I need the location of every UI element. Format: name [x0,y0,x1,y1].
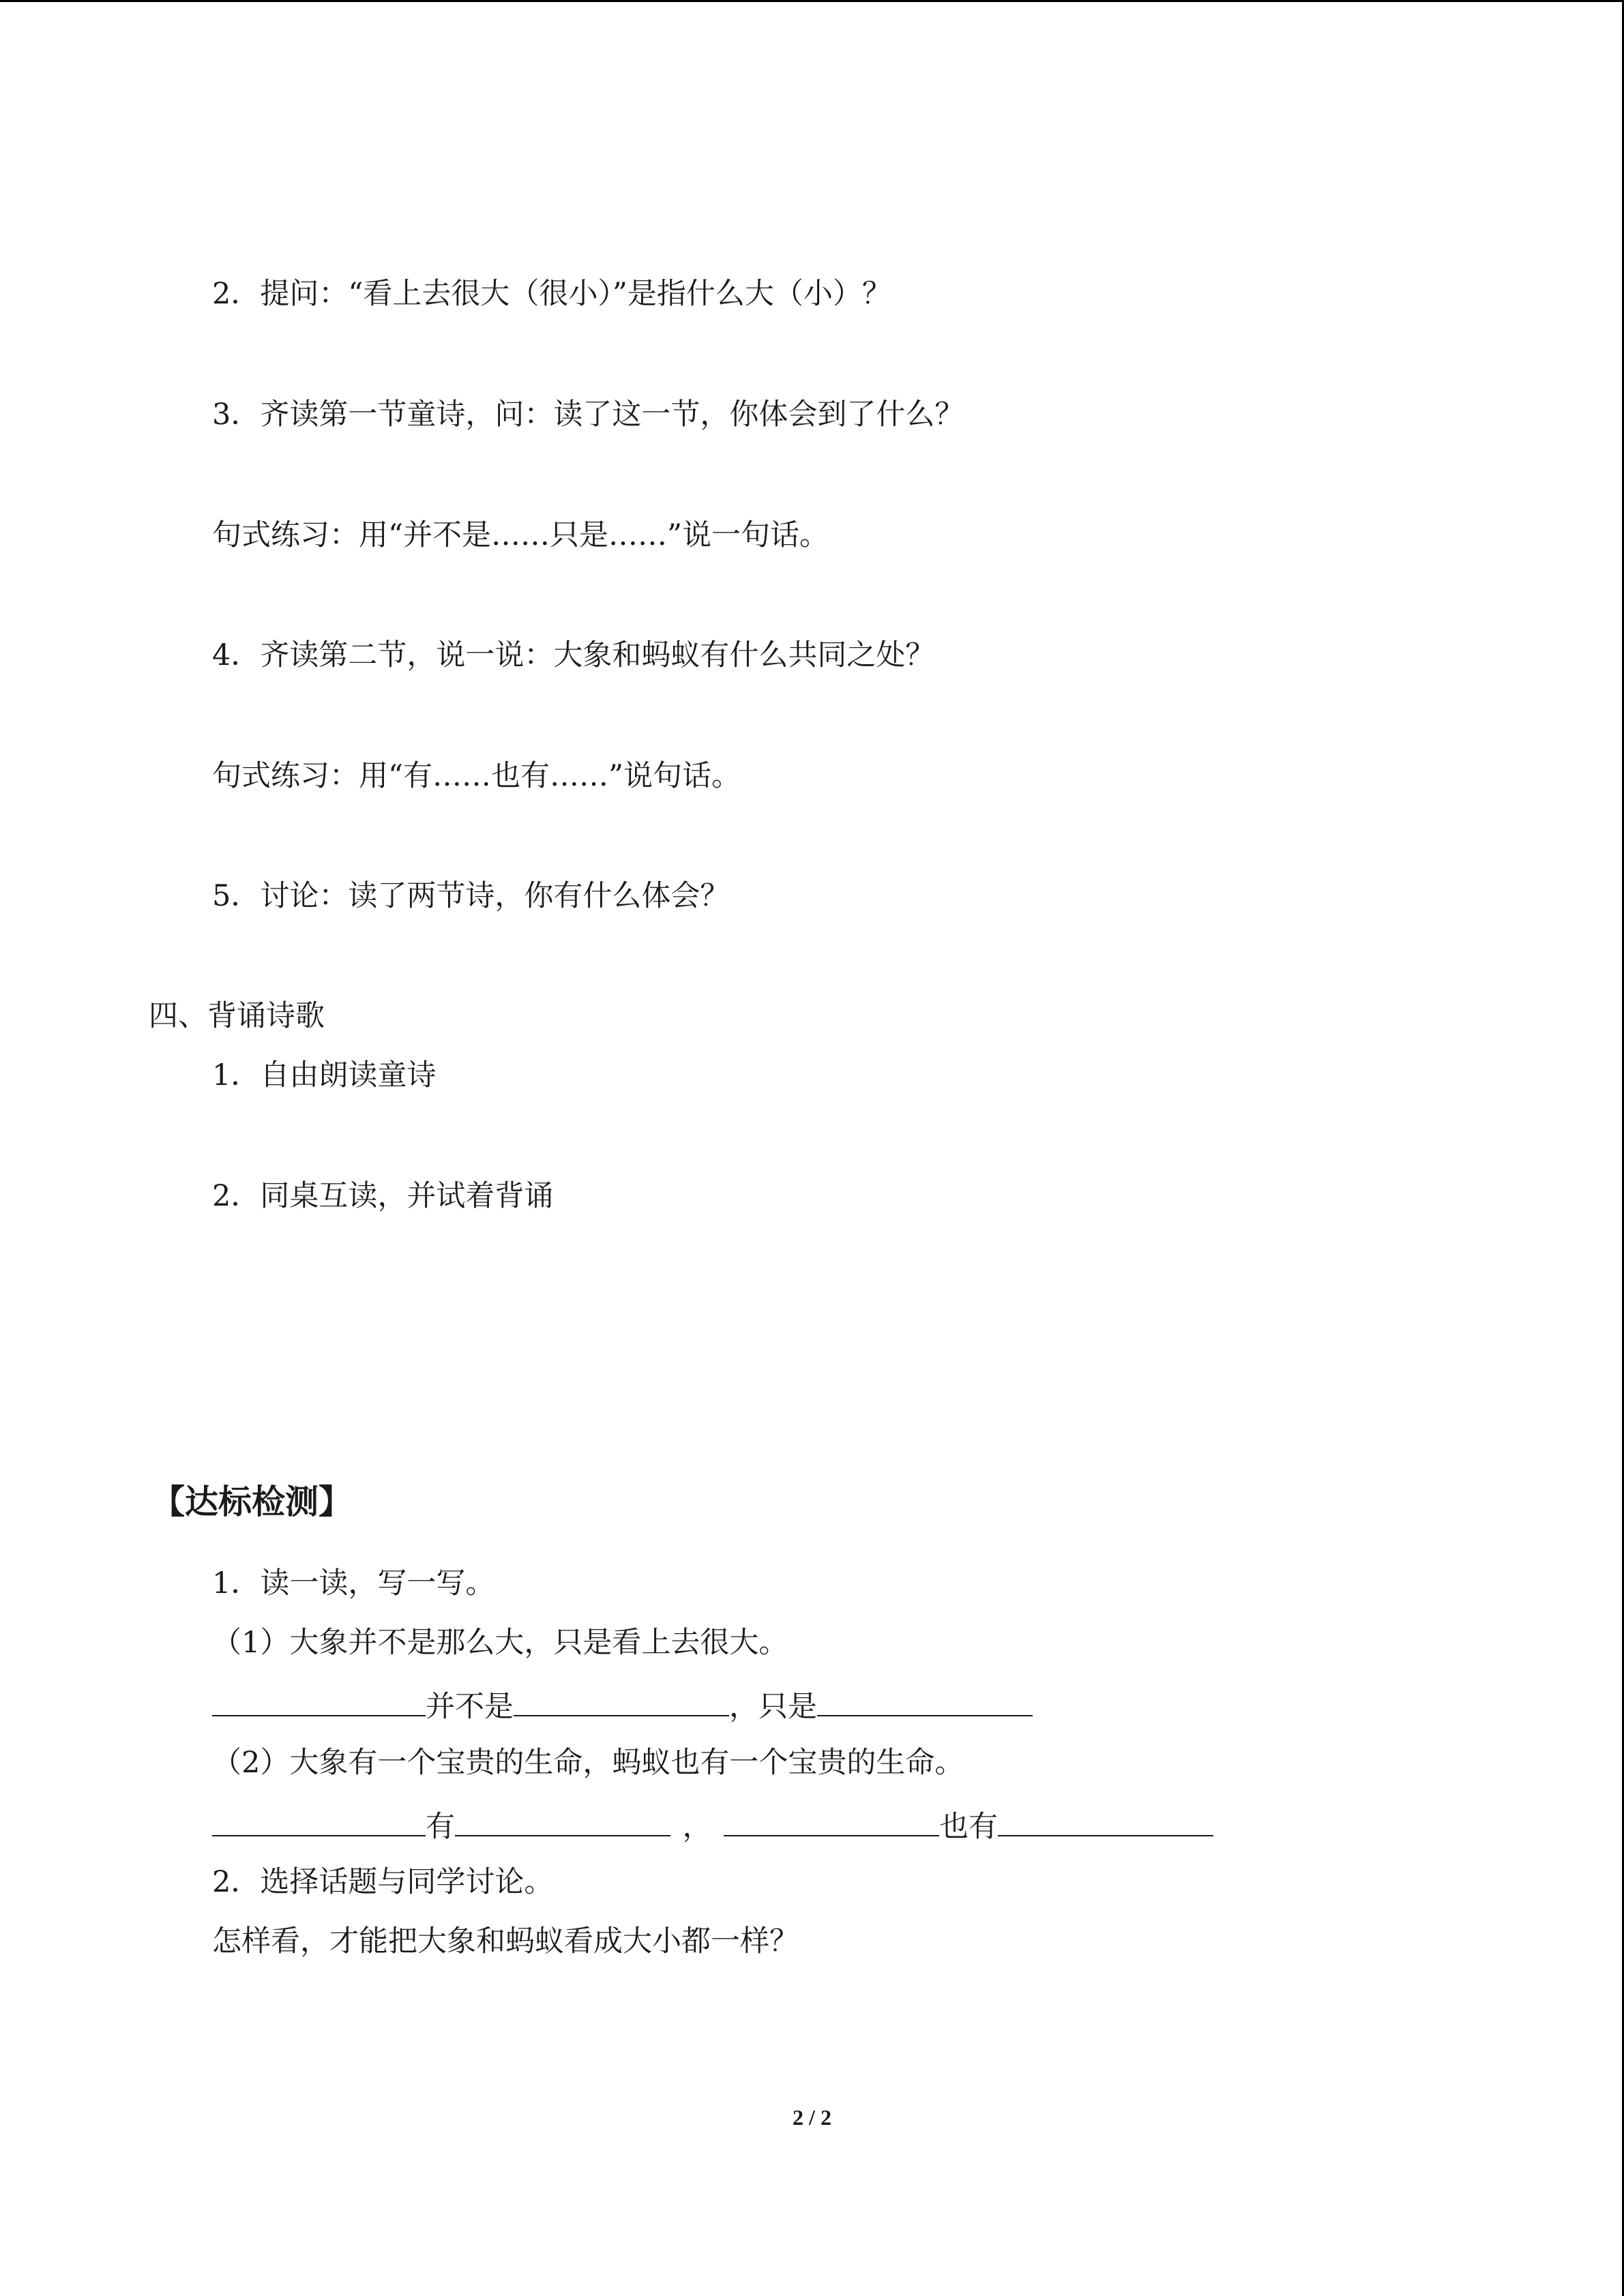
lesson-question-3: 3．齐读第一节童诗，问：读了这一节，你体会到了什么？ [212,398,964,432]
fill-in-line-2 [212,1808,1213,1842]
fill-blank[interactable] [817,1688,1033,1716]
fill-blank[interactable] [724,1808,939,1836]
discussion-topic: 怎样看，才能把大象和蚂蚁看成大小都一样？ [212,1924,799,1958]
fill-blank[interactable] [455,1808,670,1836]
fill-blank[interactable] [998,1808,1213,1836]
lesson-question-5: 5．讨论：读了两节诗，你有什么体会？ [212,879,730,913]
lesson-question-4: 4．齐读第二节，说一说：大象和蚂蚁有什么共同之处？ [212,638,935,672]
test-question-1: 1．读一读，写一写。 [212,1566,495,1600]
exercise-2-sentence: （2）大象有一个宝贵的生命，蚂蚁也有一个宝贵的生命。 [212,1746,964,1780]
fill-word: ，只是 [729,1690,817,1724]
lesson-question-2: 2．提问：“看上去很大（很小）”是指什么大（小）？ [212,277,891,311]
fill-blank[interactable] [212,1808,426,1836]
fill-blank[interactable] [212,1688,426,1716]
test-heading: 【达标检测】 [151,1482,353,1521]
test-question-2: 2．选择话题与同学讨论。 [212,1865,554,1899]
fill-word: 并不是 [426,1690,514,1724]
fill-word: 也有 [939,1810,998,1844]
section-4-item-1: 1．自由朗读童诗 [212,1058,437,1092]
exercise-1-sentence: （1）大象并不是那么大，只是看上去很大。 [212,1626,788,1660]
fill-in-line-1 [212,1688,1033,1722]
fill-blank[interactable] [514,1688,729,1716]
sentence-pattern-2: 句式练习：用“有……也有……”说句话。 [212,759,741,793]
page-number: 2 / 2 [793,2105,831,2130]
section-4-title: 四、背诵诗歌 [149,999,325,1033]
sentence-pattern-1: 句式练习：用“并不是……只是……”说一句话。 [212,518,829,552]
section-4-item-2: 2．同桌互读，并试着背诵 [212,1179,554,1213]
fill-word: 有 [426,1810,455,1844]
fill-word: ， [682,1810,712,1844]
